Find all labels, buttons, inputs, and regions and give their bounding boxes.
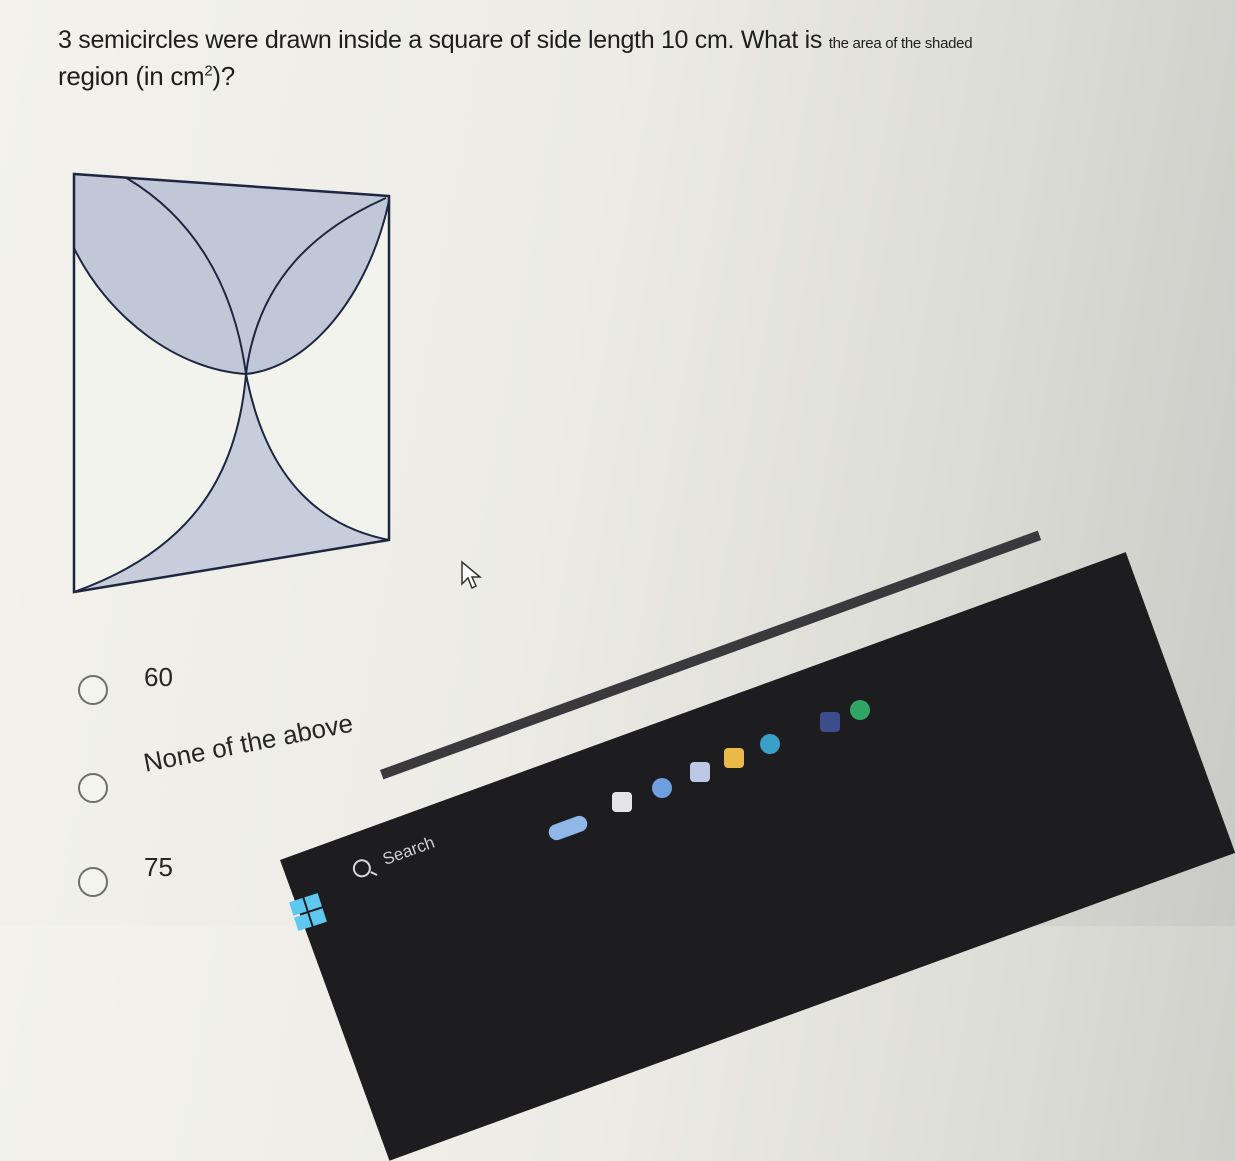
chrome-icon[interactable] <box>850 700 870 720</box>
option-label: None of the above <box>141 707 356 778</box>
taskbar-app-icon[interactable] <box>612 792 632 812</box>
question-text <box>58 22 973 96</box>
taskbar-app-icon[interactable] <box>690 762 710 782</box>
mouse-cursor-icon <box>460 560 484 590</box>
folder-icon[interactable] <box>724 748 744 768</box>
option-75[interactable] <box>78 851 173 897</box>
option-label: 75 <box>144 851 173 882</box>
radio-button[interactable] <box>78 675 108 705</box>
taskbar-app-icon[interactable] <box>820 712 840 732</box>
option-label: 60 <box>144 661 173 692</box>
option-none-of-the-above[interactable] <box>78 707 357 803</box>
search-label: Search <box>380 832 438 869</box>
edge-icon[interactable] <box>760 734 780 754</box>
browser-icon[interactable] <box>652 778 672 798</box>
semicircle-square-figure <box>68 168 398 603</box>
option-60[interactable] <box>78 661 173 705</box>
radio-button[interactable] <box>78 867 108 897</box>
question-line-2: region (in $cm^2$)? <box>58 61 235 92</box>
figure-svg <box>68 168 398 598</box>
question-line-1: 3 semicircles were drawn inside a square of side length 10 cm. What is the area of the shaded <box>58 26 973 54</box>
radio-button[interactable] <box>78 773 108 803</box>
